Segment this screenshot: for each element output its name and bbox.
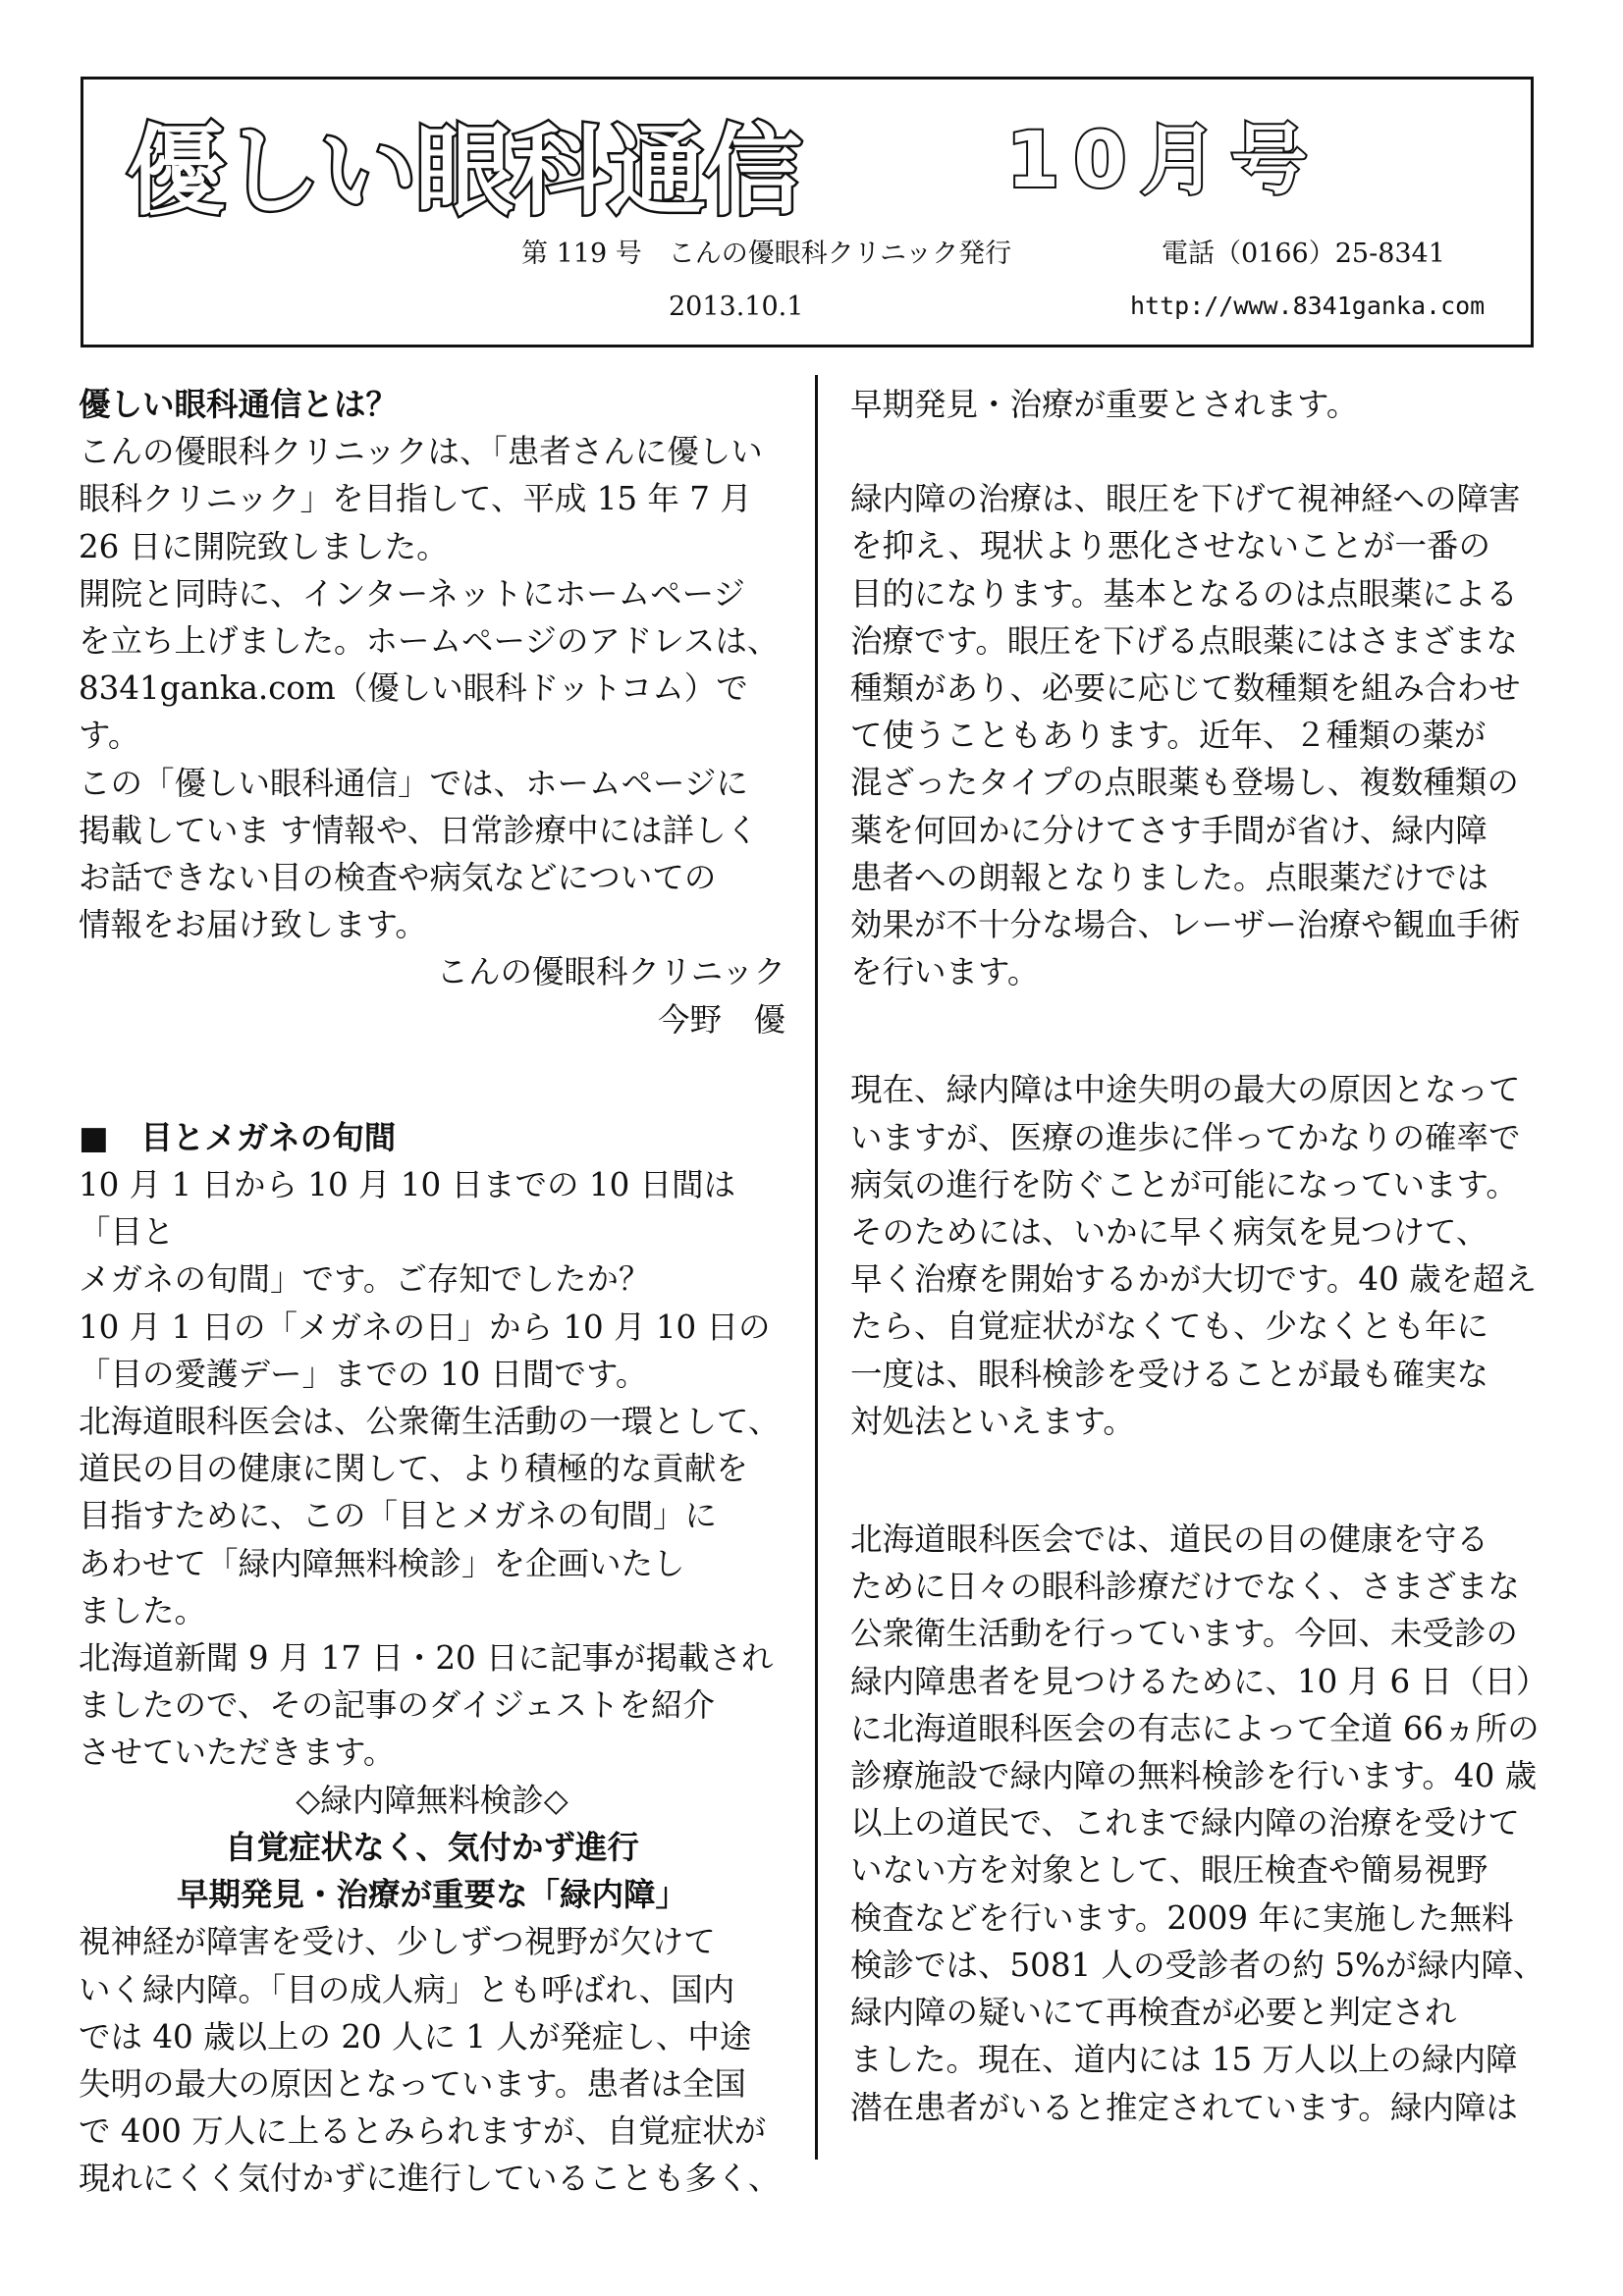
text-line: で 400 万人に上るとみられますが、自覚症状が bbox=[79, 2112, 767, 2151]
intro-paragraph bbox=[79, 428, 785, 948]
signature-name: 今野 優 bbox=[657, 1000, 785, 1039]
text-line: では 40 歳以上の 20 人に 1 人が発症し、中途 bbox=[79, 2017, 752, 2056]
text-line: 現在、緑内障は中途失明の最大の原因となって bbox=[850, 1071, 1521, 1109]
article-subheadline: 早期発見・治療が重要な「緑内障」 bbox=[176, 1875, 687, 1914]
text-line: 一度は、眼科検診を受けることが最も確実な bbox=[850, 1355, 1489, 1393]
text-line: 現れにくく気付かずに進行していることも多く、 bbox=[79, 2160, 781, 2198]
right-column bbox=[850, 381, 1557, 2131]
text-line: ました。 bbox=[79, 1591, 207, 1629]
text-line: て使うこともあります。近年、２種類の薬が bbox=[850, 717, 1487, 755]
text-line: こんの優眼科クリニックは、「患者さんに優しい bbox=[79, 433, 763, 471]
text-line: たら、自覚症状がなくても、少なくとも年に bbox=[850, 1308, 1489, 1346]
text-line: 検診では、5081 人の受診者の約 5%が緑内障、 bbox=[850, 1946, 1545, 1984]
section-heading: ■ 目とメガネの旬間 bbox=[79, 1117, 397, 1156]
text-line: 効果が不十分な場合、レーザー治療や観血手術 bbox=[850, 906, 1521, 944]
newsletter-header bbox=[81, 77, 1534, 347]
text-line: 種類があり、必要に応じて数種類を組み合わせ bbox=[850, 669, 1521, 708]
text-line: 混ざったタイプの点眼薬も登場し、複数種類の bbox=[850, 764, 1519, 802]
text-line: 10 月 1 日の「メガネの日」から 10 月 10 日の bbox=[79, 1308, 771, 1346]
column-divider bbox=[815, 375, 818, 2160]
text-line: を抑え、現状より悪化させないことが一番の bbox=[850, 527, 1490, 565]
text-line: ましたので、その記事のダイジェストを紹介 bbox=[79, 1686, 716, 1725]
text-line: 北海道新聞 9 月 17 日・20 日に記事が掲載され bbox=[79, 1639, 774, 1678]
text-line: いく緑内障。「目の成人病」とも呼ばれ、国内 bbox=[79, 1970, 735, 2008]
text-line: 潜在患者がいると推定されています。緑内障は bbox=[850, 2088, 1518, 2126]
text-line: メガネの旬間」です。ご存知でしたか？ bbox=[79, 1260, 651, 1299]
text-line: 10 月 1 日から 10 月 10 日までの 10 日間は「目と bbox=[79, 1166, 736, 1252]
issue-month: 10月号 bbox=[1006, 117, 1322, 205]
article-label: ◇緑内障無料検診◇ bbox=[296, 1781, 568, 1819]
paragraph-current-status bbox=[850, 1066, 1557, 1445]
text-line: 失明の最大の原因となっています。患者は全国 bbox=[79, 2064, 746, 2103]
text-line: 対処法といえます。 bbox=[850, 1402, 1135, 1440]
article-paragraph bbox=[79, 1918, 785, 2202]
text-line: 視神経が障害を受け、少しずつ視野が欠けて bbox=[79, 1923, 716, 1961]
text-line: この「優しい眼科通信」では、ホームページに bbox=[79, 764, 748, 802]
text-line: 公衆衛生活動を行っています。今回、未受診の bbox=[850, 1615, 1518, 1653]
text-line: いない方を対象として、眼圧検査や簡易視野 bbox=[850, 1851, 1488, 1890]
text-line: ために日々の眼科診療だけでなく、さまざまな bbox=[850, 1568, 1520, 1606]
text-line: 早く治療を開始するかが大切です。40 歳を超え bbox=[850, 1260, 1538, 1299]
text-line: を立ち上げました。ホームページのアドレスは、 bbox=[79, 622, 780, 661]
text-line: 北海道眼科医会は、公衆衛生活動の一環として、 bbox=[79, 1403, 781, 1441]
website-url[interactable]: http://www.8341ganka.com bbox=[1130, 292, 1486, 320]
issue-publisher-line: 第 119 号 こんの優眼科クリニック発行 bbox=[521, 239, 1012, 269]
text-line: 病気の進行を防ぐことが可能になっています。 bbox=[850, 1165, 1518, 1203]
article-headline: 自覚症状なく、気付かず進行 bbox=[225, 1827, 639, 1866]
section-paragraph bbox=[79, 1161, 785, 1777]
text-line: 目的になります。基本となるのは点眼薬による bbox=[850, 574, 1518, 613]
text-line: させていただきます。 bbox=[79, 1734, 396, 1772]
text-line: 情報をお届け致します。 bbox=[79, 906, 427, 944]
text-line: そのためには、いかに早く病気を見つけて、 bbox=[850, 1213, 1488, 1252]
text-line: 緑内障の治療は、眼圧を下げて視神経への障害 bbox=[850, 480, 1521, 518]
intro-heading: 優しい眼科通信とは？ bbox=[79, 385, 399, 423]
text-line: 診療施設で緑内障の無料検診を行います。40 歳 bbox=[850, 1757, 1538, 1795]
text-line: 早期発見・治療が重要とされます。 bbox=[850, 386, 1359, 423]
paragraph-early-detection bbox=[850, 381, 1557, 428]
text-line: を行います。 bbox=[850, 953, 1040, 991]
text-line: 患者への朗報となりました。点眼薬だけでは bbox=[850, 858, 1489, 896]
text-line: 道民の目の健康に関して、より積極的な貢献を bbox=[79, 1450, 748, 1488]
text-line: あわせて「緑内障無料検診」を企画いたし bbox=[79, 1544, 685, 1582]
text-line: 26 日に開院致しました。 bbox=[79, 527, 449, 565]
text-line: 8341ganka.com（優しい眼科ドットコム）です。 bbox=[79, 669, 748, 755]
text-line: お話できない目の検査や病気などについての bbox=[79, 859, 717, 897]
text-line: 緑内障の疑いにて再検査が必要と判定され bbox=[850, 1994, 1457, 2032]
left-column bbox=[79, 381, 785, 2203]
text-line: 緑内障患者を見つけるために、10 月 6 日（日） bbox=[850, 1662, 1548, 1700]
text-line: に北海道眼科医会の有志によって全道 66ヵ所の bbox=[850, 1709, 1540, 1747]
paragraph-treatment bbox=[850, 475, 1557, 995]
signature-clinic: こんの優眼科クリニック bbox=[436, 953, 785, 991]
text-line: 「目の愛護デー」までの 10 日間です。 bbox=[79, 1355, 648, 1393]
text-line: 治療です。眼圧を下げる点眼薬にはさまざまな bbox=[850, 621, 1518, 660]
text-line: 目指すために、この「目とメガネの旬間」に bbox=[79, 1497, 718, 1535]
text-line: 開院と同時に、インターネットにホームページ bbox=[79, 574, 745, 613]
paragraph-screening bbox=[850, 1516, 1557, 2131]
issue-date: 2013.10.1 bbox=[669, 292, 804, 322]
text-line: 検査などを行います。2009 年に実施した無料 bbox=[850, 1898, 1514, 1937]
text-line: 北海道眼科医会では、道民の目の健康を守る bbox=[850, 1521, 1489, 1559]
text-line: 以上の道民で、これまで緑内障の治療を受けて bbox=[850, 1804, 1520, 1842]
text-line: 薬を何回かに分けてさす手間が省け、緑内障 bbox=[850, 811, 1488, 849]
text-line: 眼科クリニック」を目指して、平成 15 年 7 月 bbox=[79, 480, 752, 518]
text-line: 掲載していま す情報や、日常診療中には詳しく bbox=[79, 811, 759, 849]
newsletter-title: 優しい眼科通信 bbox=[127, 114, 800, 229]
text-line: いますが、医療の進歩に伴ってかなりの確率で bbox=[850, 1118, 1521, 1156]
text-line: ました。現在、道内には 15 万人以上の緑内障 bbox=[850, 2041, 1518, 2079]
phone-number: 電話（0166）25-8341 bbox=[1162, 239, 1445, 269]
